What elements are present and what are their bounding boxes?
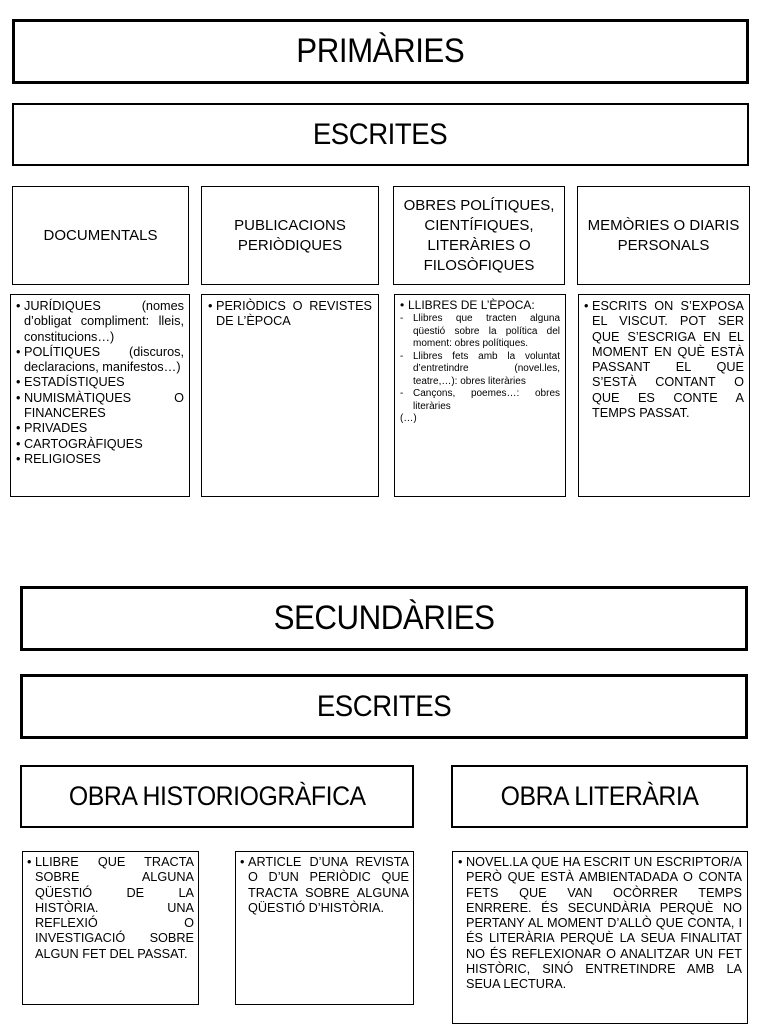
list-item: • PERIÒDICS O REVISTES DE L’ÈPOCA bbox=[208, 299, 372, 330]
column-body-documentals bbox=[10, 294, 190, 497]
list-item: • LLIBRES DE L’ÈPOCA: bbox=[400, 298, 560, 312]
list-item: • NUMISMÀTIQUES O FINANCERES bbox=[16, 391, 184, 422]
secundaries-title: SECUNDÀRIES bbox=[273, 599, 495, 637]
publicacions-list bbox=[208, 299, 372, 330]
historiografica-heading: OBRA HISTORIOGRÀFICA bbox=[68, 781, 366, 811]
historiografica-llibre-box bbox=[22, 851, 199, 1005]
sublist-item: - Llibres fets amb la voluntat d’entretindre (novel.les, teatre,…): obres literàries bbox=[400, 351, 560, 389]
secundaries-title-box bbox=[20, 586, 748, 651]
list-item: • ESTADÍSTIQUES bbox=[16, 375, 184, 390]
historiografica-article-box bbox=[235, 851, 414, 1005]
literaria-list bbox=[458, 855, 742, 993]
literaria-heading-box bbox=[451, 765, 748, 828]
list-item: • PRIVADES bbox=[16, 421, 184, 436]
column-heading-publicacions: PUBLICACIONS PERIÒDIQUES bbox=[201, 186, 379, 285]
column-heading-memories: MEMÒRIES O DIARIS PERSONALS bbox=[577, 186, 750, 285]
literaria-heading: OBRA LITERÀRIA bbox=[500, 781, 699, 811]
memories-list bbox=[584, 299, 744, 421]
obres-lead-list bbox=[400, 298, 560, 312]
list-item: • LLIBRE QUE TRACTA SOBRE ALGUNA QÜESTIÓ DE LA HISTÒRIA. UNA REFLEXIÓ O INVESTIGACIÓ SOBRE ALGUN FET DEL PASSAT. bbox=[27, 855, 194, 962]
documentals-list bbox=[16, 299, 184, 467]
literaria-box bbox=[452, 851, 748, 1024]
list-item: • NOVEL.LA QUE HA ESCRIT UN ESCRIPTOR/A PERÒ QUE ESTÀ AMBIENTADADA O CONTA FETS QUE VAN OCÒRRER TEMPS ENRRERE. ÉS SECUNDÀRIA PERQUÈ NO PERTANY AL MOMENT D’ALLÒ QUE CONTA, I ÉS LITERÀRIA PERQUÈ LA SEUA FINALITAT NO ÉS REFLEXIONAR O ANALITZAR UN FET HISTÒRIC, SINÓ ENTRETINDRE AMB LA SEUA LECTURA. bbox=[458, 855, 742, 993]
historiografica-llibre-list bbox=[27, 855, 194, 962]
list-item: • CARTOGRÀFIQUES bbox=[16, 437, 184, 452]
list-item: • ARTICLE D’UNA REVISTA O D’UN PERIÒDIC QUE TRACTA SOBRE ALGUNA QÜESTIÓ D’HISTÒRIA. bbox=[240, 855, 409, 916]
historiografica-article-list bbox=[240, 855, 409, 916]
column-body-memories bbox=[578, 294, 750, 497]
list-item: • JURÍDIQUES (nomes d’obligat compliment: lleis, constitucions…) bbox=[16, 299, 184, 345]
historiografica-heading-box bbox=[20, 765, 414, 828]
list-item: • POLÍTIQUES (discuros, declaracions, manifestos…) bbox=[16, 345, 184, 376]
list-item: • RELIGIOSES bbox=[16, 452, 184, 467]
sublist-item: - Llibres que tracten alguna qüestió sobre la política del moment: obres polítiques. bbox=[400, 313, 560, 351]
list-item: • ESCRITS ON S’EXPOSA EL VISCUT. POT SER QUE S’ESCRIGA EN EL MOMENT EN QUÈ ESTÀ PASSANT EL QUE S’ESTÀ CONTANT O QUE ES CONTE A TEMPS PASSAT. bbox=[584, 299, 744, 421]
obres-sublist bbox=[400, 313, 560, 413]
primaries-subtitle-box bbox=[12, 103, 749, 166]
column-heading-documentals: DOCUMENTALS bbox=[12, 186, 189, 285]
sublist-item: - Cançons, poemes…: obres literàries bbox=[400, 388, 560, 413]
primaries-title: PRIMÀRIES bbox=[296, 32, 465, 70]
primaries-subtitle: ESCRITES bbox=[313, 117, 448, 151]
column-heading-obres: OBRES POLÍTIQUES, CIENTÍFIQUES, LITERÀRIES O FILOSÒFIQUES bbox=[393, 186, 565, 285]
secundaries-subtitle-box bbox=[20, 674, 748, 739]
column-body-obres bbox=[394, 294, 566, 497]
column-body-publicacions bbox=[201, 294, 379, 497]
secundaries-subtitle: ESCRITES bbox=[316, 689, 452, 723]
obres-ellipsis: (…) bbox=[400, 413, 417, 424]
primaries-title-box bbox=[12, 19, 749, 84]
